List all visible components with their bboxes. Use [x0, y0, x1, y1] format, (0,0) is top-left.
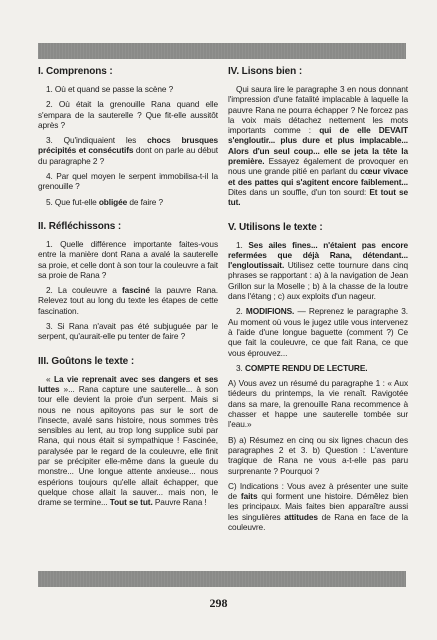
text: Essayez également de provoquer en nous une grande pitié en parlant du: [228, 156, 408, 177]
bold-text: qui de elle DEVAIT s'engloutir... plus dure et plus implacable... Alors d'un seul coup... elle se jeta la tête la première.: [228, 125, 408, 167]
section-goutons: [38, 356, 218, 508]
text: »... Rana capture une sauterelle... à son tour elle devient la proie d'un serpent. Mais si nous ne nous apitoyons pas sur le sort de l'insecte, avalé sans histoire, nous sommes très sensibles au lent, au trop long supplice subi par Rana, qui nous était si sympathique ! Fascinée, paralysée par le regard de la couleuvre, elle finit par se précipiter elle-même dans la gueule du monstre... Une longue attente anxieuse... nous espérions toujours qu'elle allait échapper, que quelque chose allait la sauver... mais non, le drame se termine...: [38, 383, 218, 508]
section-title: II. Réfléchissons :: [38, 220, 122, 232]
section-title: V. Utilisons le texte :: [228, 221, 323, 233]
text: Qui saura lire le paragraphe 3 en nous donnant l'impression d'une fatalité implacable à laquelle la pauvre Rana ne pourra échapper ? Ne forcez pas la voix mais détachez nettement les mots importants comme :: [228, 84, 408, 136]
paragraph: [228, 84, 408, 208]
text: de faire ?: [127, 196, 163, 207]
bold-text: Tout se tut.: [109, 497, 153, 508]
right-column: [228, 66, 408, 546]
question: [38, 135, 218, 166]
paragraph: [228, 481, 408, 532]
text: qui forment une histoire. Démêlez bien les principaux. Mais faites bien apparaître aussi les singulières: [228, 491, 409, 522]
question: [38, 285, 218, 316]
question: 3. Si Rana n'avait pas été subjuguée par le serpent, qu'aurait-elle pu tenter de faire ?: [38, 321, 218, 342]
question: 2. Où était la grenouille Rana quand elle s'empara de la sauterelle ? Que fit-elle aussitôt après ?: [38, 99, 218, 130]
bold-text: fasciné: [121, 285, 150, 296]
paragraph: B) a) Résumez en cinq ou six lignes chacun des paragraphes 2 et 3. b) Question : L'aventure tragique de Rana ne vous a-t-elle pas paru surprenante ? Pourquoi ?: [228, 434, 408, 476]
bold-text: Ses ailes fines... n'étaient pas encore refermées que déjà Rana, détendant... l'engloutissait.: [228, 239, 408, 271]
page-number: 298: [209, 596, 228, 610]
section-title: III. Goûtons le texte :: [38, 355, 135, 367]
text: Pauvre Rana !: [152, 497, 207, 508]
bold-text: Et tout se tut.: [228, 186, 408, 208]
bold-text: MODIFIONS.: [245, 306, 295, 317]
question: 4. Par quel moyen le serpent immobilisa-t-il la grenouille ?: [38, 171, 218, 192]
question: 1. Quelle différence importante faites-vous entre la manière dont Rana a avalé la sauterelle sa proie, et celle dont à son tour la couleuvre a fait sa proie de Rana ?: [38, 238, 219, 280]
question: [228, 363, 408, 373]
text: la pauvre Rana. Relevez tout au long du texte les étapes de cette fascination.: [38, 285, 218, 316]
top-decorative-bar: [38, 43, 406, 59]
text: 1.: [236, 239, 249, 250]
text: 2. La couleuvre a: [46, 285, 122, 296]
bold-text: cœur vivace et des pattes qui s'agitent encore faiblement...: [228, 166, 408, 187]
text: 3. Qu'indiquaient les: [46, 135, 148, 146]
question: [38, 197, 218, 207]
text: «: [46, 373, 55, 384]
section-title: IV. Lisons bien :: [228, 66, 303, 77]
bottom-decorative-bar: [38, 571, 406, 587]
bold-text: La vie reprenait avec ses dangers et ses luttes: [38, 373, 218, 394]
text: 3.: [236, 362, 245, 373]
question: [228, 240, 408, 302]
text: dont on parle au début du paragraphe 2 ?: [38, 145, 218, 166]
bold-text: chocs brusques précipités et consécutifs: [38, 135, 219, 156]
question: [228, 306, 408, 357]
text: — Reprenez le paragraphe 3. Au moment où vous le jugez utile vous intervenez à l'aide d'une longue baguette (comment ?) Ce que fait la couleuvre, ce que fait Rana, ce que vous éprouvez...: [228, 306, 408, 358]
section-lisons: [228, 66, 408, 208]
text: Dites dans un souffle, d'un ton sourd:: [228, 186, 370, 197]
section-title: I. Comprenons :: [38, 66, 113, 77]
text: 5. Que fut-elle: [46, 196, 99, 207]
text: 2.: [236, 306, 246, 317]
question: 1. Où et quand se passe la scène ?: [46, 84, 174, 94]
text: C) Indications : Vous avez à présenter une suite de: [228, 480, 408, 502]
text: de Rana en face de la couleuvre.: [228, 511, 408, 532]
bold-text: attitudes: [284, 511, 318, 522]
paragraph: [38, 374, 218, 508]
bold-text: COMPTE RENDU DE LECTURE.: [244, 362, 368, 373]
section-utilisons: [228, 222, 408, 533]
left-column: [38, 66, 218, 522]
text: Utilisez cette tournure dans cinq phrases se rapportant : a) à la navigation de Jean Grillon sur la Moselle ; b) à la chasse de la loutre dans l'étang ; c) aux exploits d'un nageur.: [228, 260, 408, 302]
section-reflechissons: [38, 221, 218, 342]
section-comprenons: [38, 66, 218, 207]
bold-text: faits: [240, 491, 258, 502]
bold-text: obligée: [98, 196, 128, 207]
paragraph: A) Vous avez un résumé du paragraphe 1 : « Aux tiédeurs du printemps, la vie renaît. Ravigotée dans sa mare, la grenouille Rana recommence à chasser et happe une sauterelle tombée sur l'eau.»: [228, 378, 408, 430]
